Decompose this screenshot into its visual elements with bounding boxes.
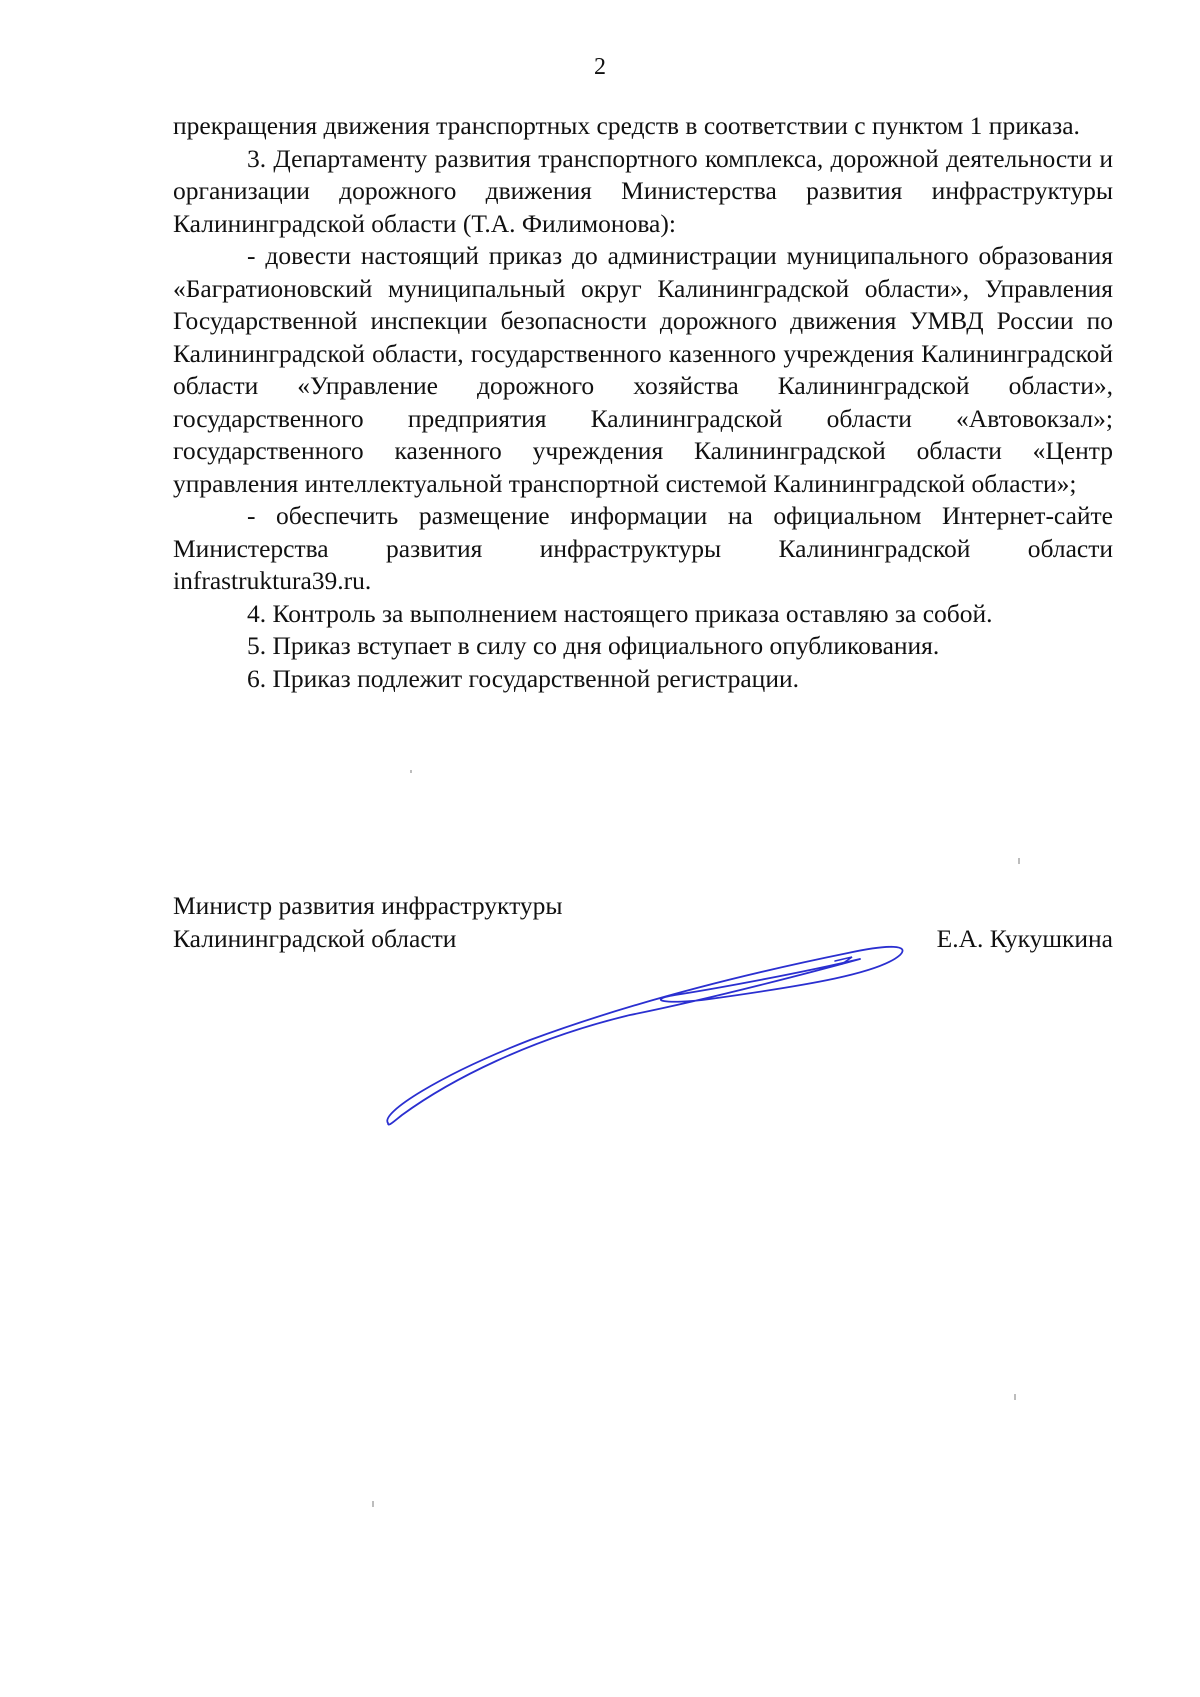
paragraph-item-5: 5. Приказ вступает в силу со дня официального опубликования. — [247, 631, 940, 660]
signature-stroke — [387, 947, 902, 1125]
signatory-title-line-2: Калининградской области — [173, 923, 457, 953]
signatory-title-line-1: Министр развития инфраструктуры — [173, 891, 563, 920]
signature-flourish — [835, 957, 852, 964]
paragraph-subitem-notify: - довести настоящий приказ до администрации муниципального образования «Багратионовский муниципальный округ Калининградской области», Управления Государственной инспекции безопасности дорожного движения УМВД России по Калининградской области, государственного казенного учреждения Калининградской области «Управление дорожного хозяйства Калининградской области», государственного предприятия Калининградской области «Автовокзал»; государственного казенного учреждения Калининградской области «Центр управления интеллектуальной транспортной системой Калининградской области»; — [173, 241, 1113, 498]
scan-speck — [410, 770, 412, 773]
paragraph-item-6: 6. Приказ подлежит государственной регистрации. — [247, 663, 799, 693]
paragraph-continuation: прекращения движения транспортных средств в соответствии с пунктом 1 приказа. — [173, 111, 1080, 140]
signatory-name: Е.А. Кукушкина — [936, 923, 1113, 953]
scan-speck — [1018, 858, 1020, 864]
paragraph-subitem-publish: - обеспечить размещение информации на официальном Интернет-сайте Министерства развития инфраструктуры Калининградской области infrastruktura39.ru. — [173, 501, 1113, 595]
handwritten-signature — [380, 915, 920, 1135]
scan-speck — [1014, 1394, 1016, 1400]
paragraph-item-4: 4. Контроль за выполнением настоящего приказа оставляю за собой. — [247, 598, 993, 628]
document-body — [173, 110, 1113, 695]
paragraph-item-3: 3. Департаменту развития транспортного комплекса, дорожной деятельности и организации дорожного движения Министерства развития инфраструктуры Калининградской области (Т.А. Филимонова): — [173, 143, 1113, 238]
page-number: 2 — [594, 54, 606, 80]
scan-speck — [372, 1501, 374, 1507]
